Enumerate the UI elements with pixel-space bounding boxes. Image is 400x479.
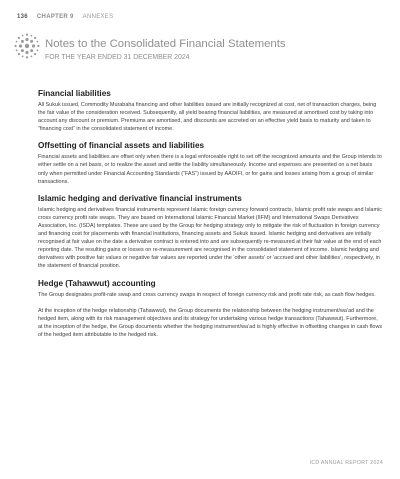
section-islamic-hedging	[38, 194, 383, 271]
section-heading: Financial liabilities	[38, 89, 111, 98]
paragraph: Financial assets and liabilities are offset only when there is a legal enforceable right to set off the recognized amounts and the Group intends to either settle on a net basis, or to realize the asset and settle the liability simultaneously. Income and expenses are presented on a net basis only when permitted under Financial Accounting Standards (“FAS”) issued by AAOIFI, or for gains and losses arising from a group of similar transactions.	[38, 154, 382, 185]
section-heading: Offsetting of financial assets and liabilities	[38, 141, 205, 151]
page-subtitle: FOR THE YEAR ENDED 31 DECEMBER 2024	[45, 54, 190, 61]
chapter-label: CHAPTER 9	[36, 14, 74, 20]
section-hedge-accounting	[38, 279, 383, 339]
section-label: ANNEXES	[82, 14, 114, 20]
section-offsetting	[38, 141, 383, 185]
title-block	[45, 38, 384, 61]
paragraph: Islamic hedging and derivatives financial instruments represent Islamic foreign currency forward contracts, Islamic profit rate swaps and Islamic cross currency profit rate swaps. They are based on International Islamic Financial Market (IIFM) and International Swaps Derivatives Association, Inc. (ISDA) templates. These are used by the Group for hedging strategy only to mitigate the risk of fluctuation in foreign currency and financing cost for placements with financial institutions, financing assets and Sukuk issued. Islamic hedging and derivatives are initially recognised at fair value on the date a derivative contract is entered into and are subsequently re-measured at their fair value at the end of each reporting date. The resulting gains or losses on re-measurement are recognised in the consolidated statement of income. Islamic hedging and derivatives with positive fair values or negative fair values are reported under the ‘other assets’ or ‘accrued and other liabilities’, respectively, in the statement of financial position.	[38, 206, 382, 270]
section-financial-liabilities	[38, 89, 383, 133]
page-title: Notes to the Consolidated Financial Statements	[45, 38, 286, 50]
paragraph: At the inception of the hedge relationship (Tahawwut), the Group documents the relationship between the hedging instrument/wa’ad and the hedged item, along with its risk management objectives and its strategy for undertaking various hedge transactions (Tahawwut). Furthermore, at the inception of the hedge, the Group documents whether the hedging instrument/wa’ad is highly effective in offsetting changes in cash flows of the hedged item attributable to the hedged risk.	[38, 307, 383, 338]
page-number: 136	[17, 14, 28, 20]
section-heading: Islamic hedging and derivative financial instruments	[38, 193, 242, 203]
ornament-logo-icon	[14, 33, 40, 59]
notes-content	[38, 89, 383, 347]
paragraph: The Group designates profit-rate swap and cross currency swaps in respect of foreign currency risk and profit rate risk, as cash flow hedges.	[38, 291, 376, 298]
page-footer: ICD ANNUAL REPORT 2024	[309, 460, 383, 466]
section-heading: Hedge (Tahawwut) accounting	[38, 278, 156, 288]
running-head	[17, 14, 113, 20]
paragraph: All Sukuk issued, Commodity Murabaha financing and other liabilities issued are initially recognized at cost, net of transaction charges, being the fair value of the consideration received. Subsequently, all yield bearing financial liabilities, are measured at amortised cost by taking into account any discount or premium. Premiums are amortised, and discounts are accreted on an effective yield basis to maturity and taken to “financing cost” in the consolidated statement of income.	[38, 102, 377, 133]
